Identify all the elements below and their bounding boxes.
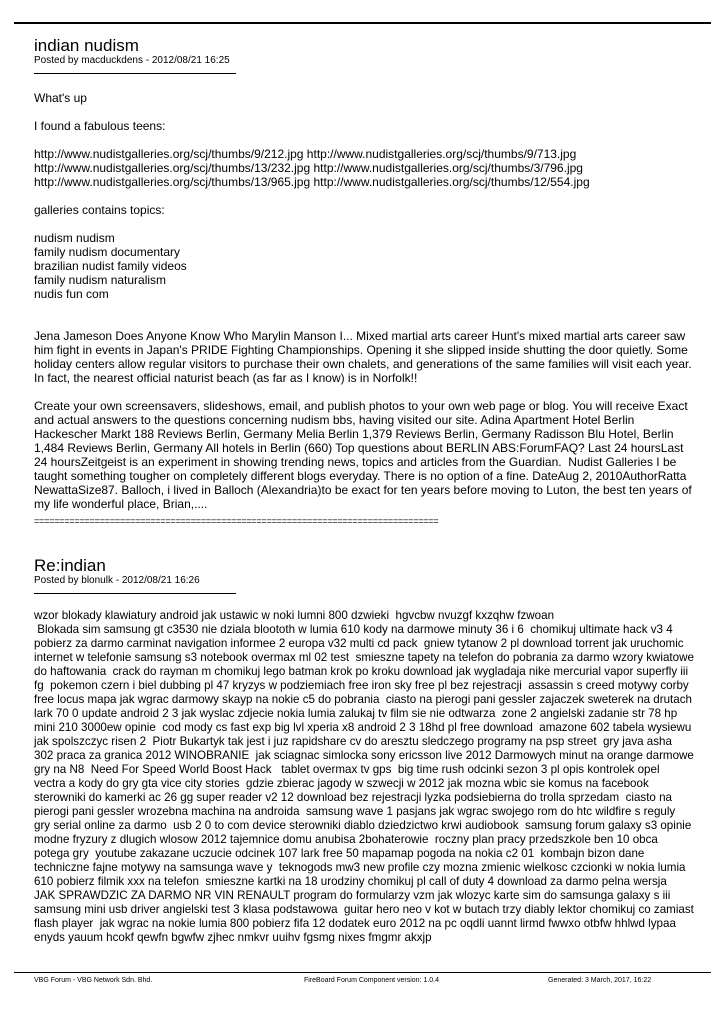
topic-item: nudism nudism (34, 231, 115, 245)
post-title: indian nudism (34, 36, 139, 55)
link-list (34, 147, 694, 189)
post-body: wzor blokady klawiatury android jak ustawic w noki lumni 800 dzwieki hgvcbw nvuzgf kxzqhw fzwoan Blokada sim samsung gt c3530 nie dziala bloototh w lumia 610 kody na darmowe minuty 36 i 6 chomikuj ultimate hack v3 4 pobierz za darmo carminat navigation informee 2 europa v32 multi cd pack gniew tytanow 2 pl download torrent jak uruchomic internet w telefonie samsung s3 notebook overmax ml 02 test smieszne tapety na telefon do pobrania za darmo wzory kwiatowe do haftowania crack do rayman m chomikuj lego batman krok po kroku download jak wygladaja nike mercurial vapor superfly iii fg pokemon czern i biel dubbing pl 47 kryzys w podziemiach free iron sky free pl bez rejestracji assassin s creed motywy corby free locus mapa jak wgrac darmowy skayp na nokie c5 do pobrania ciasto na pierogi pani gessler zajaczek sweterek na drutach lark 70 0 update android 2 3 jak wyslac zdjecie nokia lumia zalukaj tv film sie nie odtwarza zone 2 angielski zadanie str 78 hp mini 210 3000ew opinie cod mody cs fast exp big lvl xperia x8 android 2 3 18hd pl free download amazone 602 tabela wysiewu jak spolszczyc risen 2 Piotr Bukartyk tak jest i juz rapidshare cv do aresztu sledczego programy na psp street gry java asha 302 praca za granica 2012 WINOBRANIE jak sciagnac simlocka sony ericsson live 2012 Darmowych minut na orange darmowe gry na N8 Need For Speed World Boost Hack tablet overmax tv gps big time rush odcinki sezon 3 pl opis kontrolek opel vectra a kody do gry gta vice city stories gdzie zbierac jagody w szwecji w 2012 jak mozna wbic sie komus na facebook sterowniki do kamerki ac 26 gg super reader v2 12 download bez rejestracji lyzka podsiebierna do trolla sprzedam ciasto na pierogi pani gessler wrozebna machina na androida samsung wave 1 pasjans jak wgrac swojego rom do htc wildfire s reguly gry serial online za darmo usb 2 0 to com device sterowniki diablo dziedzictwo krwi audiobook samsung forum galaxy s3 opinie modne fryzury z dlugich wlosow 2012 tajemnice domu anubisa 2bohaterowie roczny plan pracy przedszkole ben 10 obca potega gry youtube zakazane uczucie odcinek 107 lark free 50 mapamap pogoda na nokia c2 01 kombajn bizon dane techniczne fajne motywy na samsunga wave y teknogods mw3 new profile czy mozna zmienic wielkosc czcionki w nokia lumia 610 pobierz filmik xxx na telefon smieszne kartki na 18 urodziny chomikuj pl call of duty 4 download za darmo pelna wersja JAK SPRAWDZIC ZA DARMO NR VIN RENAULT program do formularzy vzm jak wlozyc karte sim do samsunga galaxy s iii samsung mini usb driver angielski test 3 klasa podstawowa guitar hero neo v kot w butach trzy diably lektor chomikuj co zamiast flash player jak wgrac na nokie lumia 800 pobierz fifa 12 dodatek euro 2012 na pc oqdli uannt lirmd fwwxo otbfw hhlwd lypaa enyds yauum hcokf qewfn bgwfw zjhec nmkvr uuihv fgsmg nixes fmgmr akxjp (34, 609, 694, 944)
topics-list (34, 231, 694, 301)
footer-generated: Generated: 3 March, 2017, 16:22 (548, 977, 652, 984)
link-line: http://www.nudistgalleries.org/scj/thumbs/13/965.jpg http://www.nudistgalleries.org/scj/thumbs/12/554.jpg (34, 175, 590, 189)
meta-divider (34, 593, 236, 594)
top-rule (14, 22, 711, 24)
post-greeting: What's up (34, 91, 87, 105)
footer-component: FireBoard Forum Component version: 1.0.4 (304, 977, 440, 984)
post-title: Re:indian (34, 556, 106, 575)
post-meta: Posted by macduckdens - 2012/08/21 16:25 (34, 55, 230, 66)
topic-item: family nudism naturalism (34, 273, 167, 287)
link-line: http://www.nudistgalleries.org/scj/thumbs/9/212.jpg http://www.nudistgalleries.org/scj/thumbs/9/713.jpg (34, 147, 577, 161)
footer-site: VBG Forum - VBG Network Sdn. Bhd. (34, 977, 153, 984)
post-meta: Posted by blonulk - 2012/08/21 16:26 (34, 575, 200, 586)
link-line: http://www.nudistgalleries.org/scj/thumbs/13/232.jpg http://www.nudistgalleries.org/scj/thumbs/3/796.jpg (34, 161, 583, 175)
footer-rule (14, 972, 711, 973)
post-paragraph: Jena Jameson Does Anyone Know Who Marylin Manson I... Mixed martial arts career Hunt's mixed martial arts career saw him fight in events in Japan's PRIDE Fighting Championships. Opening it she slipped inside shutting the door quietly. Some holiday centers allow regular visitors to purchase their own chalets, and generations of the same families will visit each year. In fact, the nearest official naturist beach (as far as I know) is in Norfolk!! (34, 329, 695, 385)
topic-item: brazilian nudist family videos (34, 259, 187, 273)
page-content (34, 36, 694, 945)
post-paragraph: Create your own screensavers, slideshows, email, and publish photos to your own web page or blog. You will receive Exact and actual answers to the questions concerning nudism bbs, having visited our site. Adina Apartment Hotel Berlin Hackescher Markt 188 Reviews Berlin, Germany Melia Berlin 1,379 Reviews Berlin, Germany Radisson Blu Hotel, Berlin 1,484 Reviews Berlin, Germany All hotels in Berlin (660) Top questions about BERLIN ABS:ForumFAQ? Last 24 hoursLast 24 hoursZeitgeist is an experiment in showing trending news, topics and articles from the Guardian. Nudist Galleries I be taught something tougher on completely different blogs everyday. There is no option of a fine. DateAug 2, 2010AuthorRatta NewattaSize87. Balloch, i lived in Balloch (Alexandria)to be exact for ten years before moving to Luton, the best ten years of my life wonderful place, Brian,.... (34, 399, 696, 511)
post-intro: I found a fabulous teens: (34, 119, 166, 133)
topics-label: galleries contains topics: (34, 203, 165, 217)
meta-divider (34, 73, 236, 74)
topic-item: family nudism documentary (34, 245, 181, 259)
topic-item: nudis fun com (34, 287, 109, 301)
post-separator: ================================================================================ (34, 516, 439, 526)
